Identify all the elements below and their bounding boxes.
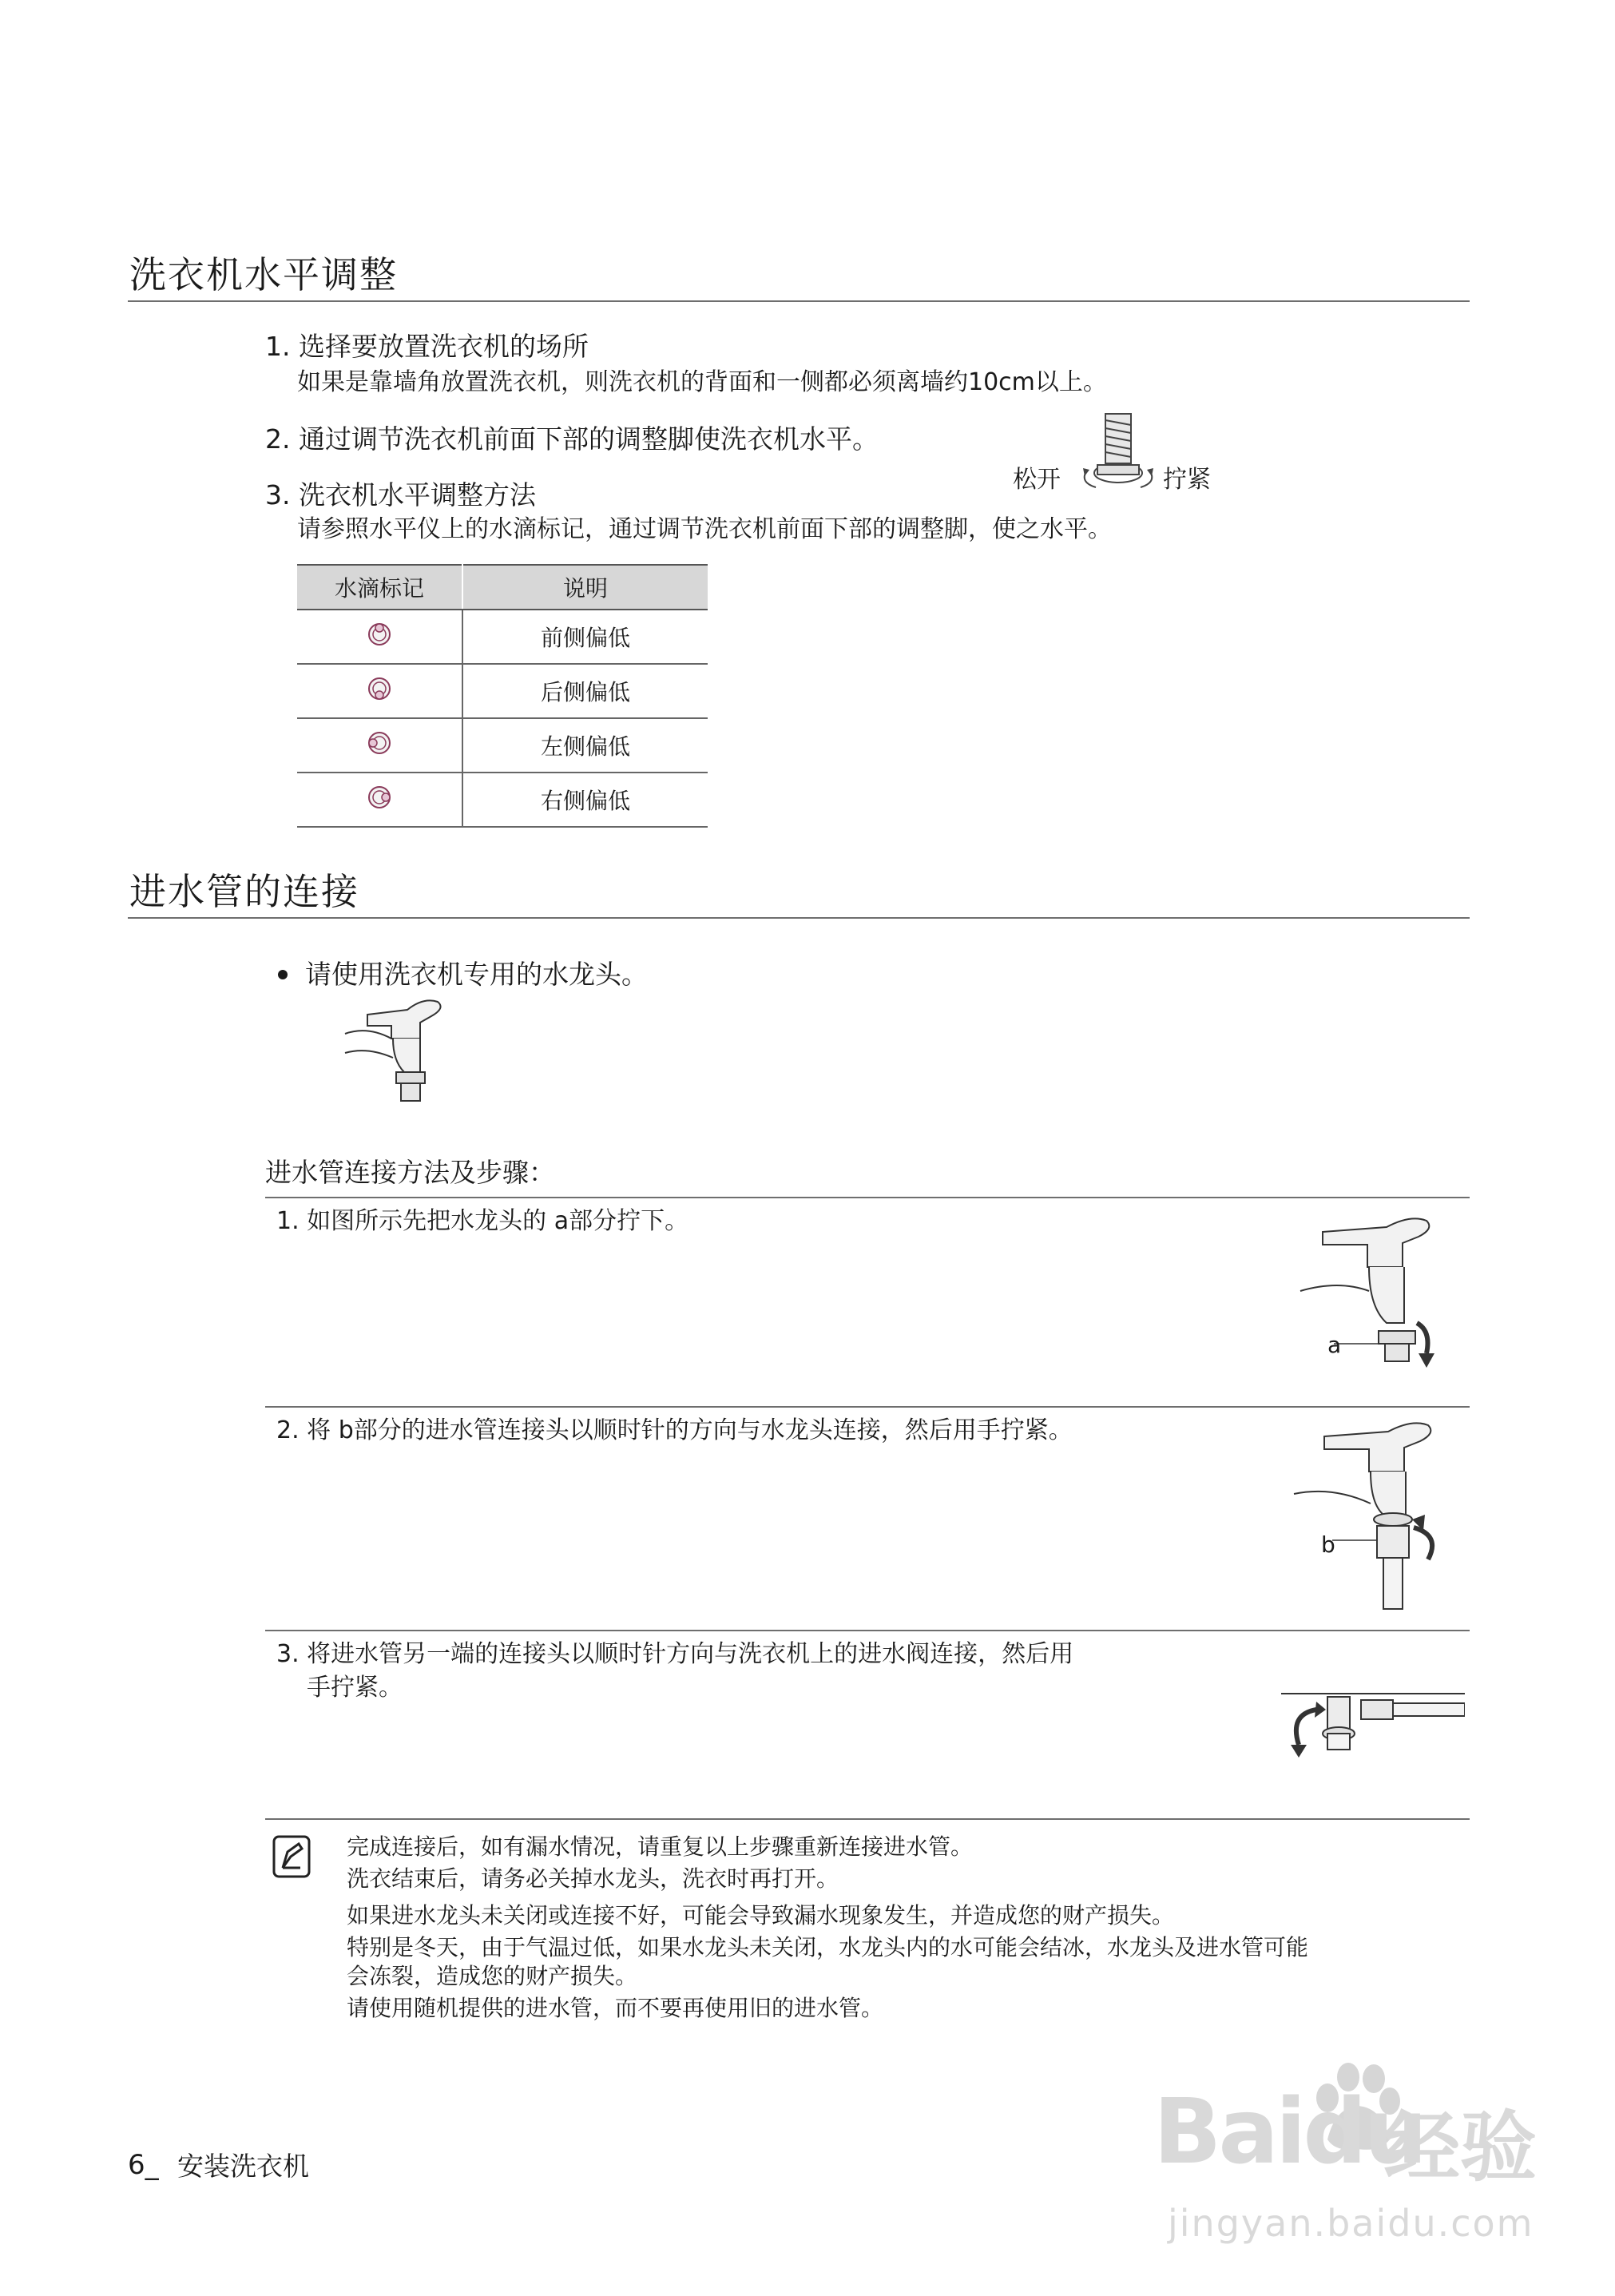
note-line: 特别是冬天，由于气温过低，如果水龙头未关闭，水龙头内的水可能会结冰，水龙头及进水管可能 xyxy=(347,1934,1309,1960)
table-row xyxy=(297,773,708,827)
table-cell-desc: 前侧偏低 xyxy=(462,610,708,664)
section-title-leveling: 洗衣机水平调整 xyxy=(129,253,398,296)
note-divider xyxy=(265,1818,1470,1820)
note-line: 洗衣结束后，请务必关掉水龙头，洗衣时再打开。 xyxy=(347,1865,839,1892)
part-b-label: b xyxy=(1321,1531,1335,1558)
table-row xyxy=(297,718,708,773)
drop-back-low-icon xyxy=(367,676,392,701)
level-step-3-title: 3. 洗衣机水平调整方法 xyxy=(265,479,536,510)
section-divider xyxy=(128,917,1470,919)
faucet-requirement: 请使用洗衣机专用的水龙头。 xyxy=(305,959,648,990)
hose-step-3-line-2: 手拧紧。 xyxy=(307,1674,403,1702)
hose-step-3-line-1: 3. 将进水管另一端的连接头以顺时针方向与洗衣机上的进水阀连接，然后用 xyxy=(276,1640,1074,1668)
level-step-1-desc: 如果是靠墙角放置洗衣机，则洗衣机的背面和一侧都必须离墙约10cm以上。 xyxy=(297,368,1107,396)
step-divider xyxy=(265,1406,1470,1408)
bullet-dot xyxy=(278,970,288,979)
page-number: 6_ xyxy=(128,2149,159,2181)
level-step-1-title: 1. 选择要放置洗衣机的场所 xyxy=(265,331,589,362)
note-line: 如果进水龙头未关闭或连接不好，可能会导致漏水现象发生，并造成您的财产损失。 xyxy=(347,1902,1175,1929)
hose-step-1: 1. 如图所示先把水龙头的 a部分拧下。 xyxy=(276,1207,689,1235)
drop-front-low-icon xyxy=(367,622,392,647)
drop-right-low-icon xyxy=(367,785,392,810)
table-cell-desc: 后侧偏低 xyxy=(462,664,708,718)
level-step-2-title: 2. 通过调节洗衣机前面下部的调整脚使洗衣机水平。 xyxy=(265,423,879,455)
watermark-url: jingyan.baidu.com xyxy=(1168,2202,1534,2245)
drop-mark-table xyxy=(297,564,708,828)
method-title: 进水管连接方法及步骤： xyxy=(265,1157,555,1188)
valve-connection-icon xyxy=(1281,1678,1465,1766)
table-header-desc: 说明 xyxy=(462,565,708,610)
table-cell-desc: 右侧偏低 xyxy=(462,773,708,827)
adjust-foot-icon xyxy=(1078,409,1158,497)
table-row xyxy=(297,664,708,718)
foot-loosen-label: 松开 xyxy=(1013,466,1061,494)
note-pencil-icon xyxy=(272,1834,311,1879)
foot-tighten-label: 拧紧 xyxy=(1163,466,1211,494)
section-divider xyxy=(128,300,1470,302)
method-divider xyxy=(265,1197,1470,1198)
note-line: 请使用随机提供的进水管，而不要再使用旧的进水管。 xyxy=(347,1995,884,2021)
part-a-label: a xyxy=(1327,1332,1342,1358)
hose-step-2: 2. 将 b部分的进水管连接头以顺时针的方向与水龙头连接，然后用手拧紧。 xyxy=(276,1416,1073,1444)
step-divider xyxy=(265,1630,1470,1631)
watermark-cn: 经验 xyxy=(1383,2103,1537,2192)
watermark-brand: Baidu xyxy=(1153,2080,1425,2184)
section-title-hose: 进水管的连接 xyxy=(129,870,359,913)
faucet-icon xyxy=(343,994,455,1114)
unscrew-faucet-icon xyxy=(1299,1211,1442,1379)
table-cell-desc: 左侧偏低 xyxy=(462,718,708,773)
level-step-3-desc: 请参照水平仪上的水滴标记，通过调节洗衣机前面下部的调整脚，使之水平。 xyxy=(297,515,1112,543)
footer-section-name: 安装洗衣机 xyxy=(177,2151,309,2182)
table-header-mark: 水滴标记 xyxy=(297,565,462,610)
note-line: 完成连接后，如有漏水情况，请重复以上步骤重新连接进水管。 xyxy=(347,1833,974,1860)
attach-connector-icon xyxy=(1292,1416,1452,1615)
drop-left-low-icon xyxy=(367,730,392,756)
table-row xyxy=(297,610,708,664)
note-line: 会冻裂，造成您的财产损失。 xyxy=(347,1963,638,1989)
